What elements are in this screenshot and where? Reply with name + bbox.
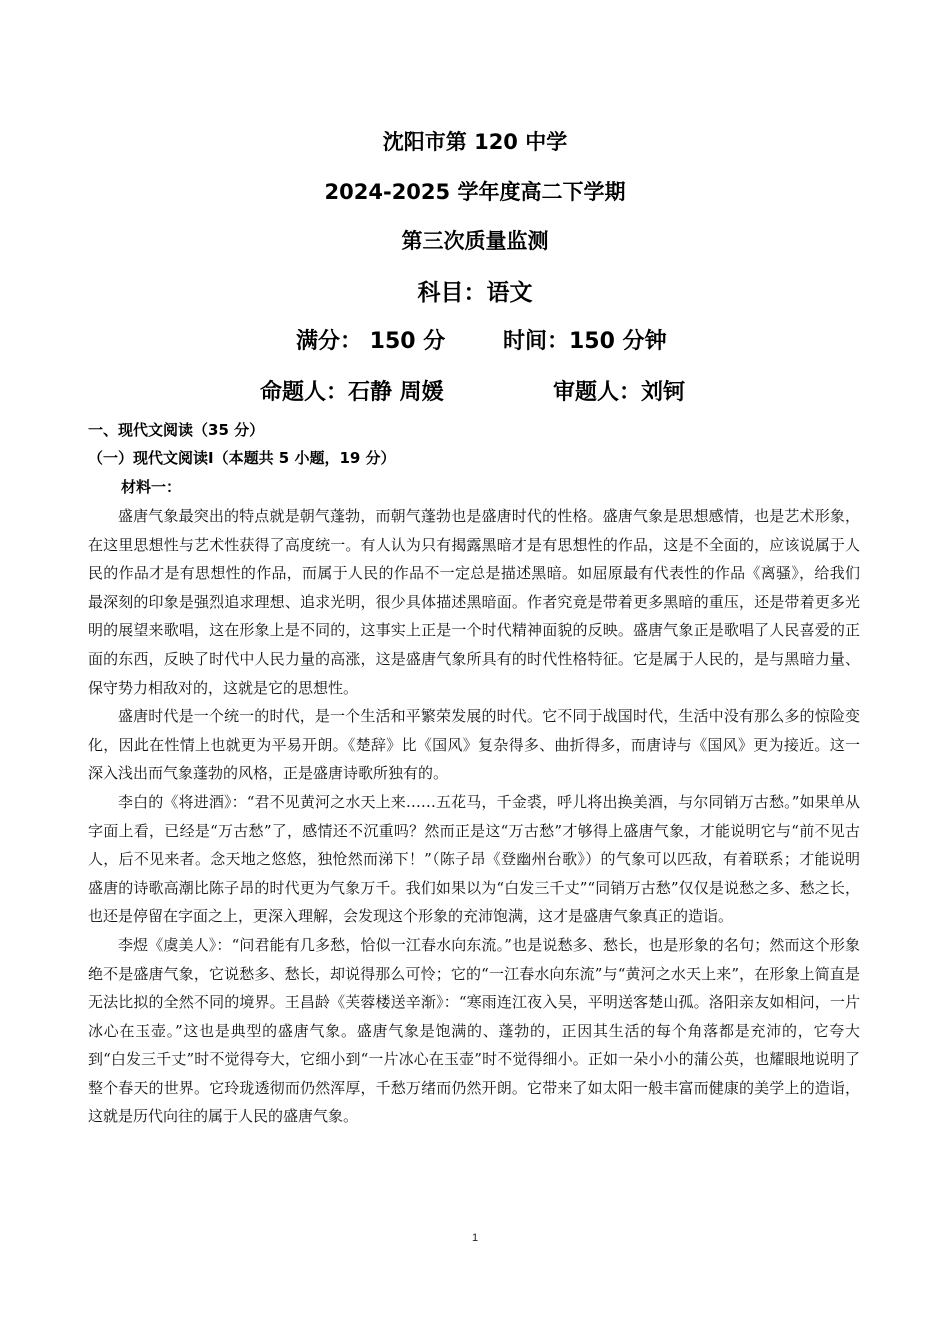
full-score: 满分： 150 分 (296, 329, 446, 354)
exam-title: 第三次质量监测 (401, 229, 549, 253)
paragraph: 盛唐气象最突出的特点就是朝气蓬勃，而朝气蓬勃也是盛唐时代的性格。盛唐气象是思想感情，也是艺术形象，在这里思想性与艺术性获得了高度统一。有人认为只有揭露黑暗才是有思想性的作品，这是不全面的，应该说属于人民的作品才是有思想性的作品，而属于人民的作品不一定总是描述黑暗。如屈原最有代表性的作品《离骚》，给我们最深刻的印象是强烈追求理想、追求光明，很少具体描述黑暗面。作者究竟是带着更多黑暗的重压，还是带着更多光明的展望来歌唱，这在形象上是不同的，这事实上正是一个时代精神面貌的反映。盛唐气象正是歌唱了人民喜爱的正面的东西，反映了时代中人民力量的高涨，这是盛唐气象所具有的时代性格特征。它是属于人民的，是与黑暗力量、保守势力相敌对的，这就是它的思想性。 (88, 507, 860, 697)
material-label: 材料一： (121, 478, 182, 496)
page-number: 1 (471, 1232, 479, 1244)
question-reviewer: 审题人：刘钶 (553, 380, 686, 405)
term-title: 2024-2025 学年度高二下学期 (324, 180, 626, 204)
school-title: 沈阳市第 120 中学 (382, 130, 568, 154)
exam-time: 时间：150 分钟 (503, 329, 667, 354)
reading-passage (88, 502, 860, 1131)
subject-title: 科目：语文 (417, 280, 533, 306)
question-authors: 命题人：石静 周媛 (260, 380, 444, 405)
section-heading: 一、现代文阅读（35 分） (88, 421, 265, 439)
paragraph: 李白的《将进酒》：“君不见黄河之水天上来……五花马，千金裘，呼儿将出换美酒，与尔同销万古愁。”如果单从字面上看，已经是“万古愁”了，感情还不沉重吗？然而正是这“万古愁”才够得上盛唐气象，才能说明它与“前不见古人，后不见来者。念天地之悠悠，独怆然而涕下！”（陈子昂《登幽州台歌》）的气象可以匹敌，有着联系；才能说明盛唐的诗歌高潮比陈子昂的时代更为气象万千。我们如果以为“白发三千丈”“同销万古愁”仅仅是说愁之多、愁之长，也还是停留在字面之上，更深入理解，会发现这个形象的充沛饱满，这才是盛唐气象真正的造诣。 (88, 792, 860, 926)
paragraph: 盛唐时代是一个统一的时代，是一个生活和平繁荣发展的时代。它不同于战国时代，生活中没有那么多的惊险变化，因此在性情上也就更为平易开朗。《楚辞》比《国风》复杂得多、曲折得多，而唐诗与《国风》更为接近。这一深入浅出而气象蓬勃的风格，正是盛唐诗歌所独有的。 (88, 707, 860, 783)
paragraph: 李煜《虞美人》：“问君能有几多愁，恰似一江春水向东流。”也是说愁多、愁长，也是形象的名句；然而这个形象绝不是盛唐气象，它说愁多、愁长，却说得那么可怜；它的“一江春水向东流”与“黄河之水天上来”，在形象上简直是无法比拟的全然不同的境界。王昌龄《芙蓉楼送辛渐》：“寒雨连江夜入吴，平明送客楚山孤。洛阳亲友如相问，一片冰心在玉壶。”这也是典型的盛唐气象。盛唐气象是饱满的、蓬勃的，正因其生活的每个角落都是充沛的，它夸大到“白发三千丈”时不觉得夸大，它细小到“一片冰心在玉壶”时不觉得细小。正如一朵小小的蒲公英，也耀眼地说明了整个春天的世界。它玲珑透彻而仍然浑厚，千愁万绪而仍然开朗。它带来了如太阳一般丰富而健康的美学上的造诣，这就是历代向往的属于人民的盛唐气象。 (88, 935, 860, 1126)
subsection-heading: （一）现代文阅读Ⅰ（本题共 5 小题，19 分） (88, 449, 396, 467)
